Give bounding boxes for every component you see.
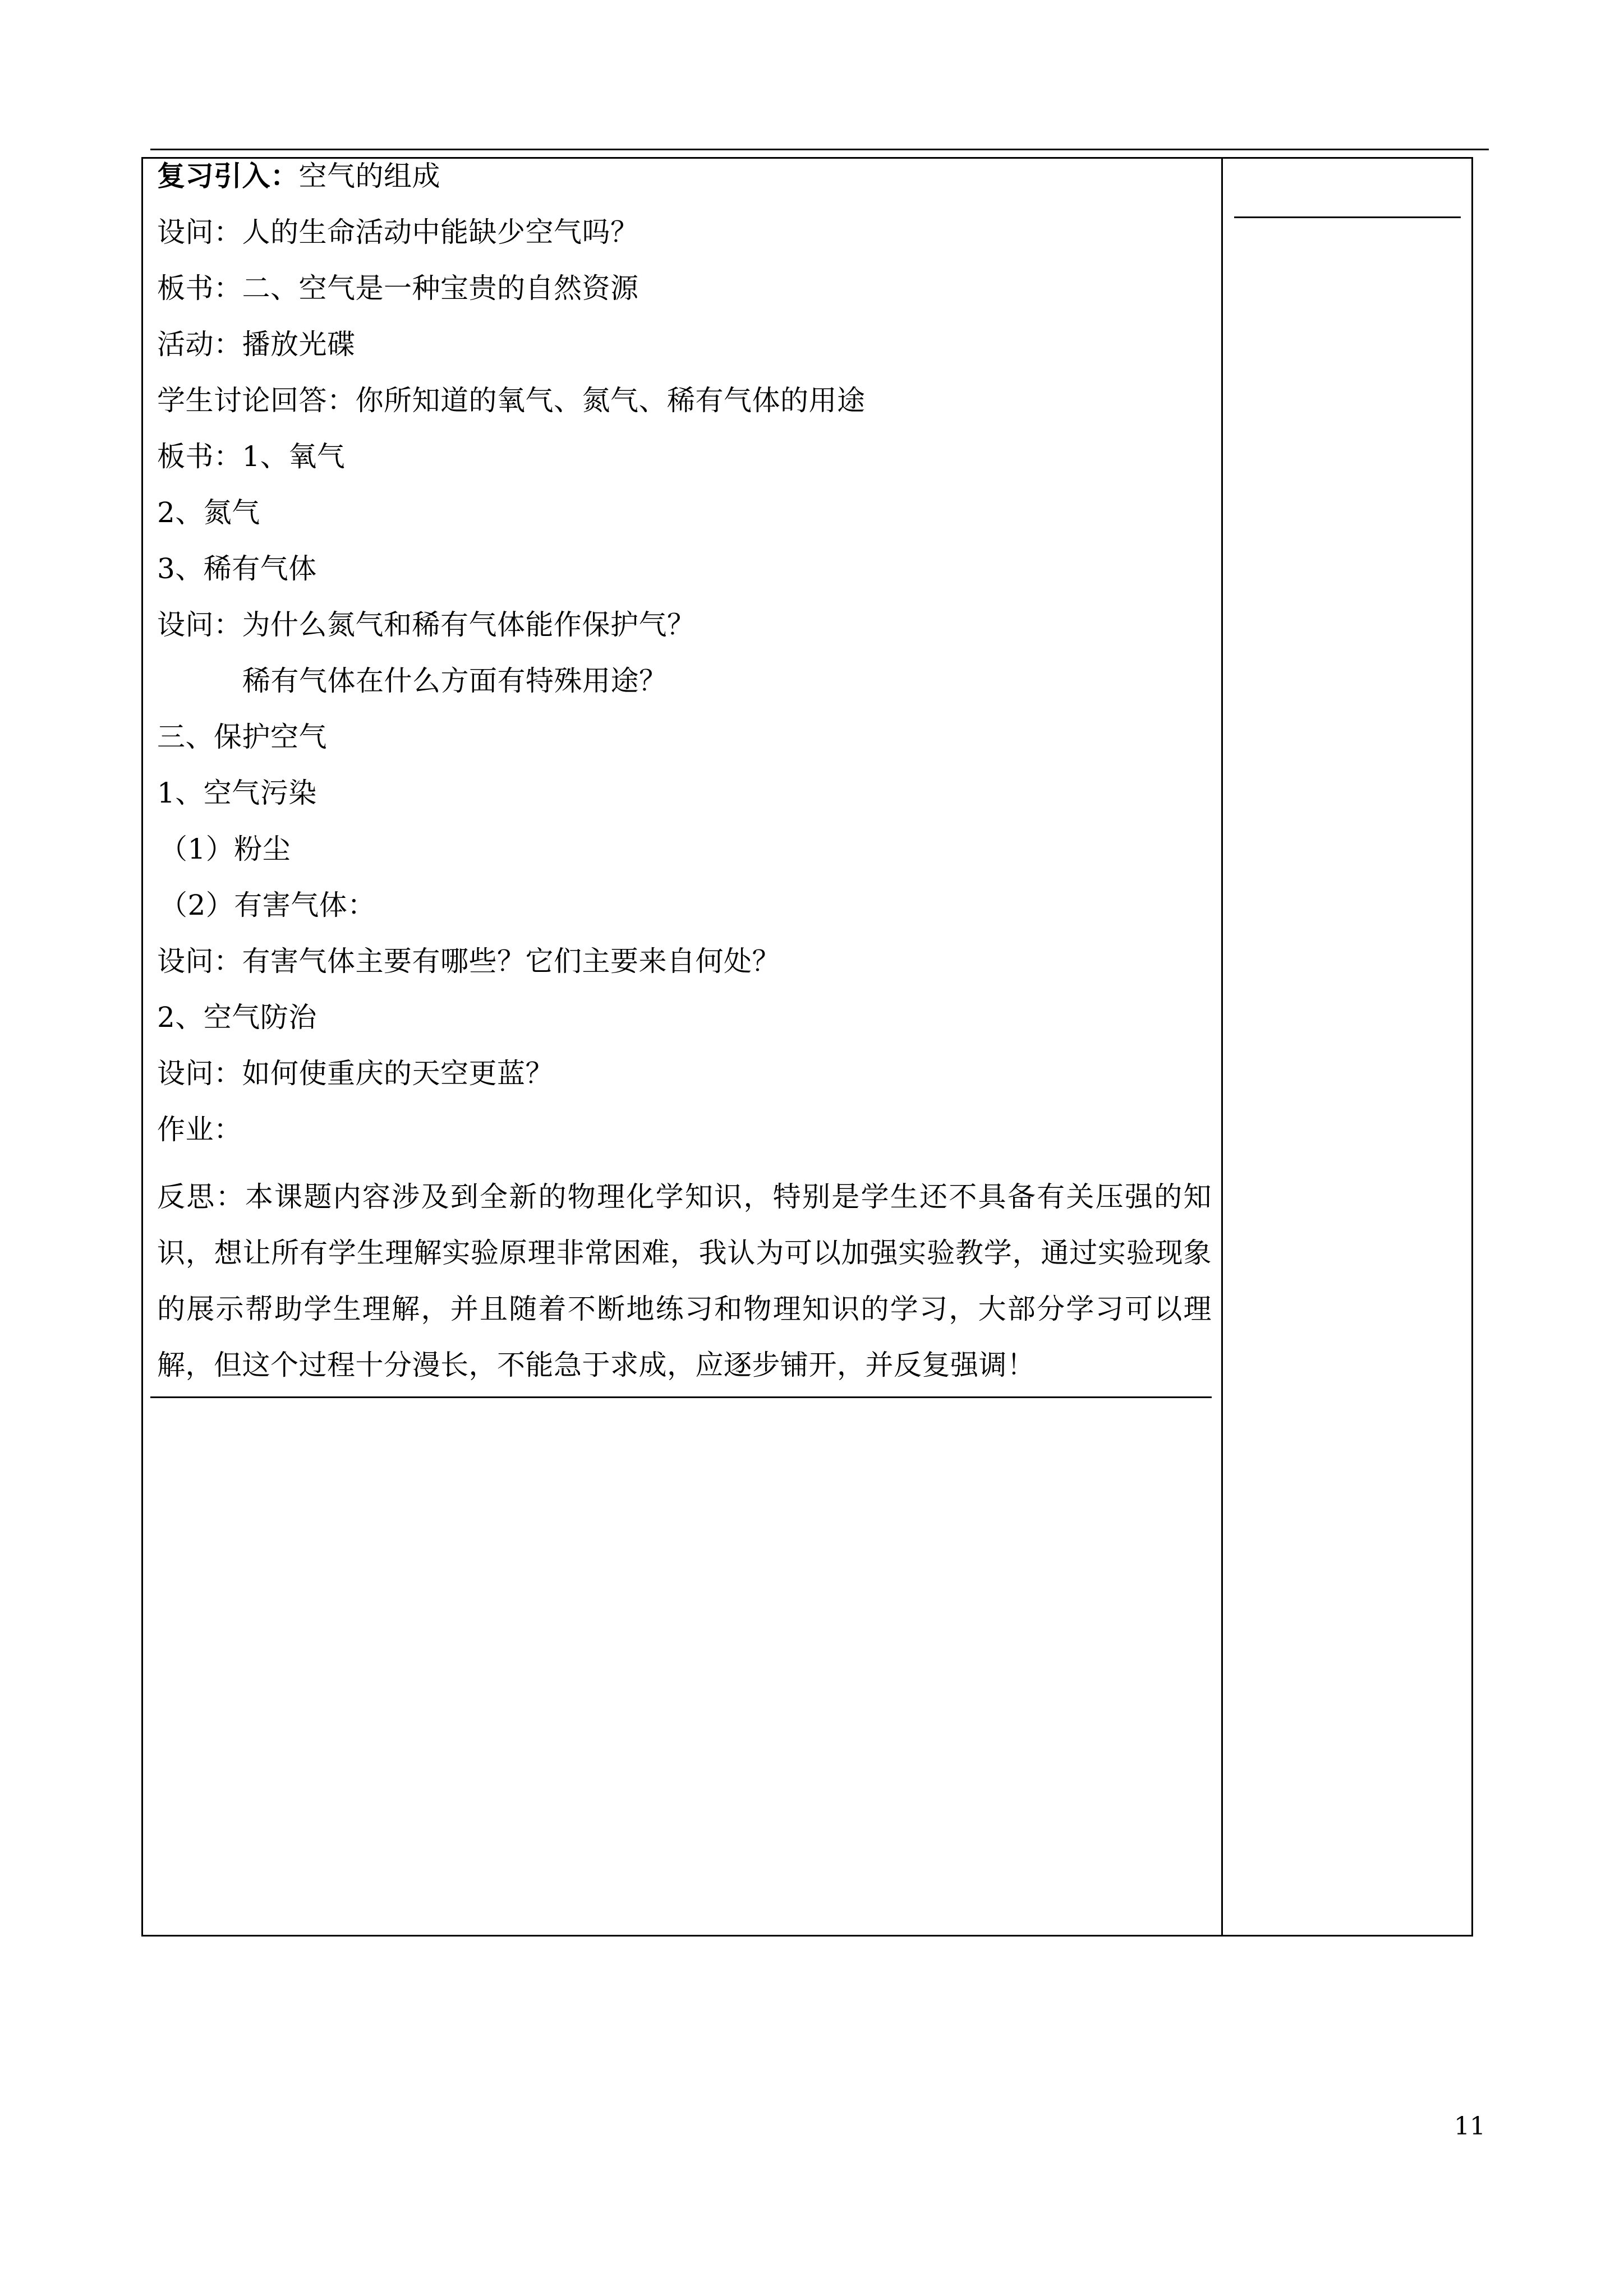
lesson-content	[157, 157, 1212, 1393]
item-dust: （1）粉尘	[159, 833, 291, 865]
homework-label: 作业：	[157, 1113, 242, 1146]
reflection-paragraph: 反思：本课题内容涉及到全新的物理化学知识，特别是学生还不具备有关压强的知识，想让所有学生理解实验原理非常困难，我认为可以加强实验教学，通过实验现象的展示帮助学生理解，并且随着不断地练习和物理知识的学习，大部分学习可以理解，但这个过程十分漫长，不能急于求成，应逐步铺开，并反复强调！	[157, 1181, 1212, 1381]
question-rare-gas-use: 稀有气体在什么方面有特殊用途？	[242, 665, 668, 697]
item-rare-gases: 3、稀有气体	[157, 552, 317, 585]
item-air-prevention: 2、空气防治	[157, 1001, 317, 1034]
page-number: 11	[1454, 2112, 1485, 2141]
item-harmful-gases: （2）有害气体：	[159, 889, 376, 921]
intro-line	[157, 157, 1212, 213]
board-note-resource: 板书：二、空气是一种宝贵的自然资源	[157, 272, 639, 305]
notes-column-rule	[1234, 216, 1461, 218]
column-divider	[1221, 157, 1223, 1937]
intro-text: 空气的组成	[298, 160, 440, 192]
item-nitrogen: 2、氮气	[157, 496, 260, 529]
top-rule	[150, 149, 1489, 150]
content-end-rule	[150, 1396, 1212, 1398]
section-protect-air: 三、保护空气	[157, 721, 327, 753]
question-harmful-gases: 设问：有害气体主要有哪些？它们主要来自何处？	[157, 945, 780, 978]
item-air-pollution: 1、空气污染	[157, 777, 317, 809]
activity-disc: 活动：播放光碟	[157, 328, 356, 361]
board-note-oxygen: 板书：1、氧气	[157, 440, 346, 473]
question-air-necessity: 设问：人的生命活动中能缺少空气吗？	[157, 216, 639, 248]
question-protective-gas: 设问：为什么氮气和稀有气体能作保护气？	[157, 608, 696, 641]
intro-label: 复习引入：	[157, 159, 299, 192]
question-blue-sky: 设问：如何使重庆的天空更蓝？	[157, 1057, 554, 1090]
student-discussion: 学生讨论回答：你所知道的氧气、氮气、稀有气体的用途	[157, 384, 866, 417]
